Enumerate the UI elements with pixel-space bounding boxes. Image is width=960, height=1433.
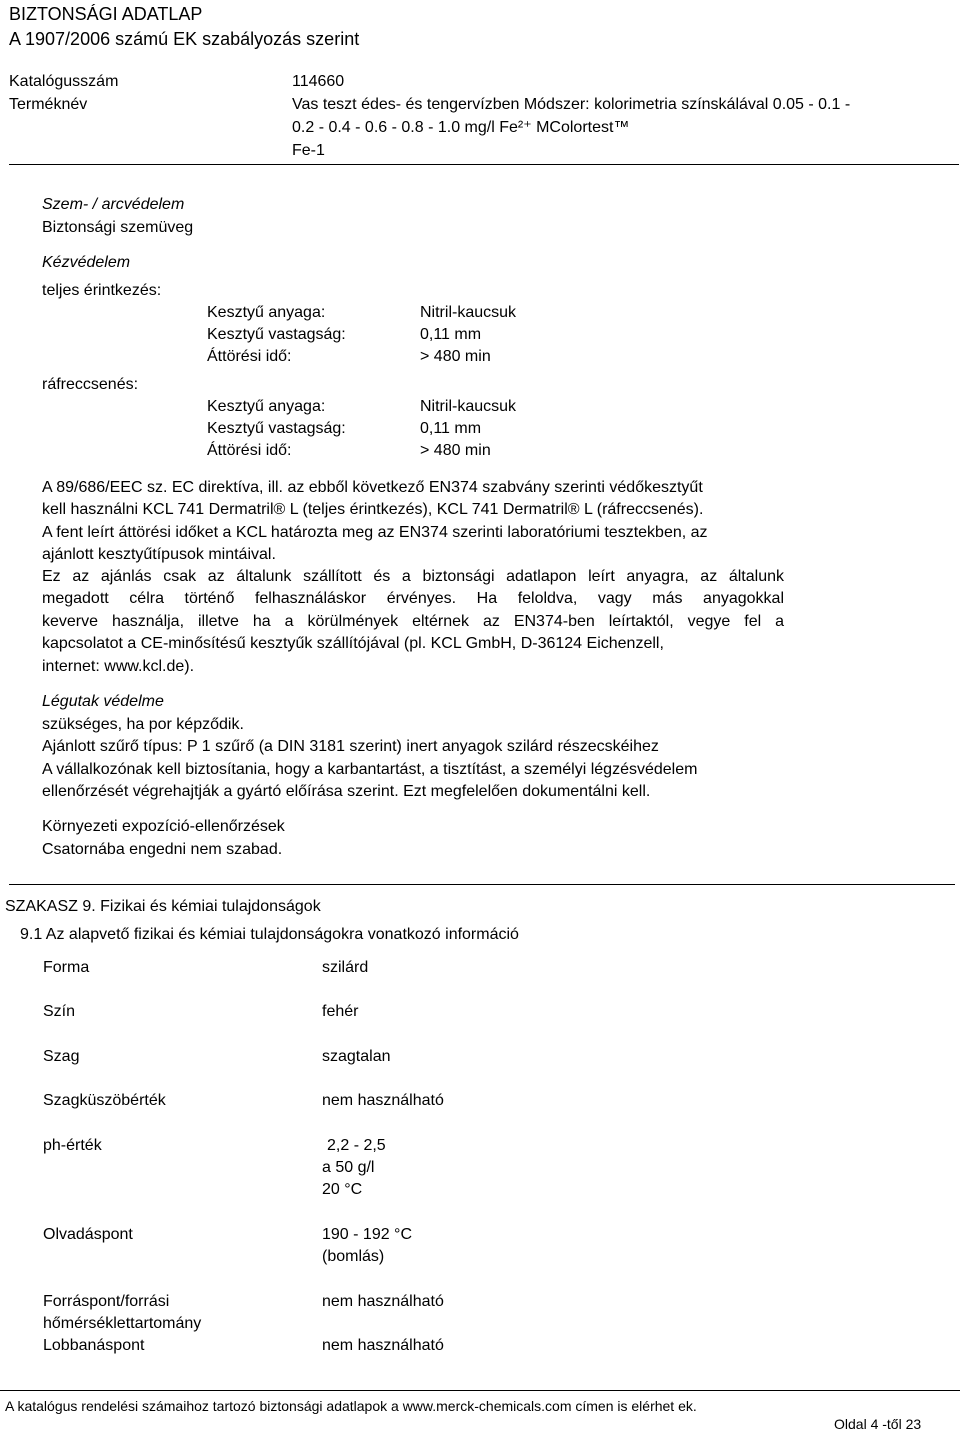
paragraph-line: Ez az ajánlás csak az általunk szállított és a biztonsági adatlapon leírt anyagra, az általunk (42, 568, 784, 585)
paragraph-line: A vállalkozónak kell biztosítania, hogy a karbantartást, a tisztítást, a személyi légzésvédelem (42, 760, 698, 778)
splash-breakthrough-time-value: > 480 min (420, 442, 491, 459)
prop-key-melting-point: Olvadáspont (43, 1226, 133, 1243)
section-divider (9, 884, 955, 885)
breakthrough-time-label: Áttörési idő: (207, 348, 292, 365)
prop-value-odor-threshold: nem használható (322, 1092, 444, 1109)
product-label: Terméknév (9, 96, 88, 113)
paragraph-line: keverve használja, illetve ha a körülmények eltérnek az EN374-ben leírtaktól, vegye fel a (42, 612, 784, 630)
prop-value-melting-note: (bomlás) (322, 1248, 385, 1265)
paragraph-line: megadott célra történő felhasználáskor érvényes. Ha feloldva, vagy más anyagokkal (42, 590, 784, 608)
product-name-line3: Fe-1 (292, 142, 325, 159)
glove-thickness-value: 0,11 mm (420, 326, 482, 343)
prop-key-flash-point: Lobbanáspont (43, 1337, 145, 1354)
breakthrough-time-value: > 480 min (420, 348, 491, 365)
full-contact-label: teljes érintkezés: (42, 282, 162, 299)
eye-protection-text: Biztonsági szemüveg (42, 219, 194, 236)
glove-material-label: Kesztyű anyaga: (207, 304, 326, 321)
section-9-1-subtitle: 9.1 Az alapvető fizikai és kémiai tulajdonságokra vonatkozó információ (20, 926, 519, 943)
respiratory-protection-heading: Légutak védelme (42, 693, 164, 710)
prop-value-ph-concentration: a 50 g/l (322, 1159, 375, 1176)
prop-key-boiling-point: Forráspont/forrási (43, 1293, 170, 1310)
splash-glove-thickness-value: 0,11 mm (420, 420, 482, 437)
paragraph-line: ellenőrzését végrehajtják a gyártó előírása szerint. Ezt megfelelően dokumentálni kell. (42, 783, 651, 801)
prop-value-flash-point: nem használható (322, 1337, 444, 1354)
prop-value-odor: szagtalan (322, 1048, 391, 1065)
paragraph-line: internet: www.kcl.de). (42, 657, 195, 675)
prop-value-boiling-point: nem használható (322, 1293, 444, 1310)
hand-protection-heading: Kézvédelem (42, 254, 131, 271)
prop-key-odor-threshold: Szagküszöbérték (43, 1092, 166, 1109)
splash-label: ráfreccsenés: (42, 376, 139, 393)
paragraph-line: kell használni KCL 741 Dermatril® L (teljes érintkezés), KCL 741 Dermatril® L (ráfreccsenés). (42, 501, 704, 519)
product-name-line1: Vas teszt édes- és tengervízben Módszer: kolorimetria színskálával 0.05 - 0.1 - (292, 96, 851, 113)
regulation-subtitle: A 1907/2006 számú EK szabályozás szerint (9, 29, 360, 49)
prop-value-form: szilárd (322, 959, 369, 976)
paragraph-line: szükséges, ha por képződik. (42, 716, 244, 733)
page-number: Oldal 4 -től 23 (834, 1416, 922, 1432)
catalog-label: Katalógusszám (9, 73, 119, 90)
paragraph-line: ajánlott kesztyűtípusok mintáival. (42, 546, 276, 564)
paragraph-line: kapcsolatot a CE-minősítésű kesztyűk szállítójával (pl. KCL GmbH, D-36124 Eichenzell, (42, 635, 664, 653)
catalog-value: 114660 (292, 73, 345, 90)
environmental-heading: Környezeti expozíció-ellenőrzések (42, 818, 285, 835)
prop-value-ph-temperature: 20 °C (322, 1181, 363, 1198)
product-name-line2: 0.2 - 0.4 - 0.6 - 0.8 - 1.0 mg/l Fe²⁺ MColortest™ (292, 119, 630, 136)
splash-glove-material-label: Kesztyű anyaga: (207, 398, 326, 415)
glove-material-value: Nitril-kaucsuk (420, 304, 517, 321)
prop-value-ph: 2,2 - 2,5 (327, 1137, 386, 1154)
prop-value-melting-point: 190 - 192 °C (322, 1226, 413, 1243)
header-divider (9, 164, 959, 165)
environmental-text: Csatornába engedni nem szabad. (42, 841, 283, 858)
splash-breakthrough-time-label: Áttörési idő: (207, 442, 292, 459)
prop-key-color: Szín (43, 1003, 76, 1020)
paragraph-line: Ajánlott szűrő típus: P 1 szűrő (a DIN 3181 szerint) inert anyagok szilárd részecskéihez (42, 738, 659, 756)
document-title: BIZTONSÁGI ADATLAP (9, 4, 203, 24)
respiratory-paragraph (42, 714, 822, 804)
prop-key-boiling-range: hőmérséklettartomány (43, 1315, 202, 1332)
eye-protection-heading: Szem- / arcvédelem (42, 196, 185, 213)
glove-recommendation-paragraph (42, 566, 784, 678)
prop-value-color: fehér (322, 1003, 359, 1020)
prop-key-ph: ph-érték (43, 1137, 102, 1154)
footer-divider (0, 1390, 960, 1391)
glove-standard-paragraph (42, 477, 822, 567)
splash-glove-material-value: Nitril-kaucsuk (420, 398, 517, 415)
paragraph-line: A fent leírt áttörési időket a KCL határozta meg az EN374 szerinti laboratóriumi tesztekben, az (42, 523, 708, 541)
section-9-title: SZAKASZ 9. Fizikai és kémiai tulajdonságok (5, 898, 321, 915)
prop-key-odor: Szag (43, 1048, 80, 1065)
paragraph-line: A 89/686/EEC sz. EC direktíva, ill. az ebből következő EN374 szabvány szerinti védőkesztyűt (42, 479, 703, 496)
splash-glove-thickness-label: Kesztyű vastagság: (207, 420, 346, 437)
prop-key-form: Forma (43, 959, 90, 976)
footer-note: A katalógus rendelési számaihoz tartozó biztonsági adatlapok a www.merck-chemicals.com címen is elérhet ek. (5, 1398, 697, 1414)
glove-thickness-label: Kesztyű vastagság: (207, 326, 346, 343)
